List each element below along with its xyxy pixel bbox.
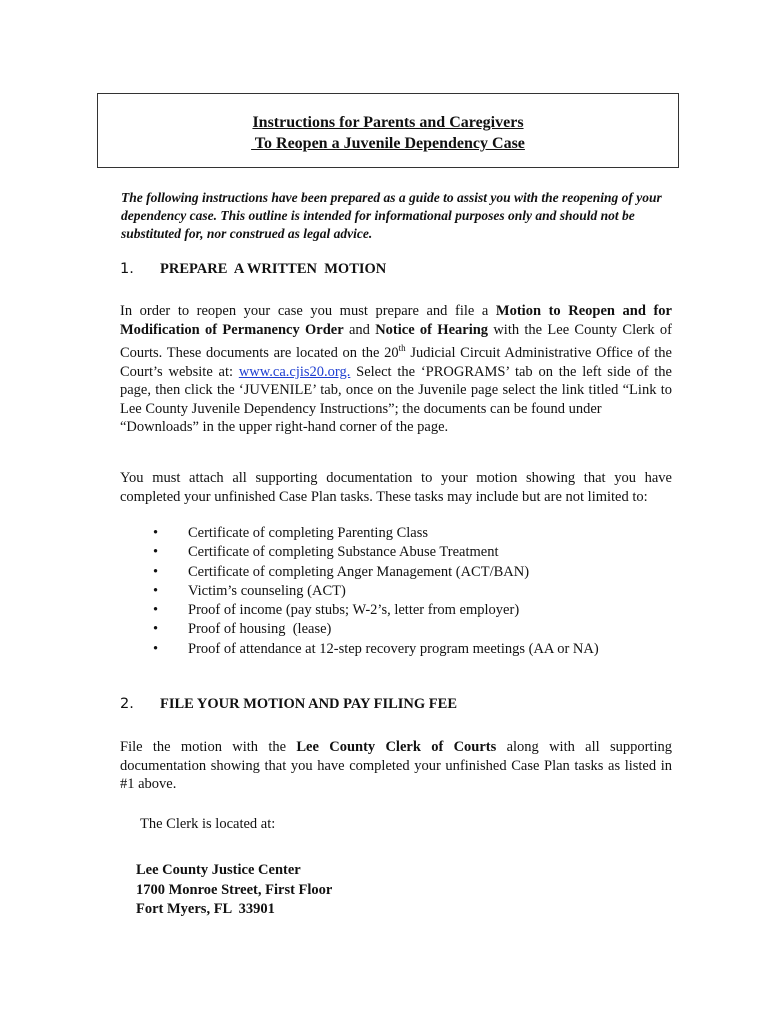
p1-text-h: “Downloads” in the upper right-hand corner of the page. (120, 419, 449, 436)
list-item-text: Victim’s counseling (ACT) (188, 582, 346, 599)
list-item-text: Certificate of completing Substance Abuse Treatment (188, 544, 499, 561)
p2-text-c: along with all supporting documentation showing that you have completed your unfinished Case Plan tasks as listed in #1 above. (120, 739, 672, 793)
section-2-heading (120, 696, 457, 713)
list-item-text: Proof of income (pay stubs; W-2’s, letter from employer) (188, 602, 520, 619)
list-item-text: Proof of attendance at 12-step recovery program meetings (AA or NA) (188, 640, 599, 657)
title-line-2: To Reopen a Juvenile Dependency Case (251, 135, 525, 152)
bullet-icon: • (153, 621, 159, 638)
section-2-number: 2. (120, 696, 134, 712)
title-box (97, 93, 679, 168)
section-1-title: PREPARE A WRITTEN MOTION (160, 261, 387, 277)
section-1-number: 1. (120, 261, 134, 277)
bullet-icon: • (153, 602, 159, 619)
address-line-3: Fort Myers, FL 33901 (136, 901, 275, 917)
bullet-icon: • (153, 544, 159, 561)
court-website-link[interactable]: www.ca.cjis20.org. (238, 363, 351, 380)
list-item (153, 601, 599, 620)
ordinal-suffix: th (398, 343, 406, 354)
p1-text-g: Select the ‘PROGRAMS’ tab on the left side of the page, then click the ‘JUVENILE’ tab, once on the Juvenile page select the link titled “Link to Lee County Juvenile Dependency Instructions”; the documents can be found under (120, 363, 672, 417)
clerk-name: Lee County Clerk of Courts (296, 739, 497, 755)
list-item (153, 524, 599, 543)
list-item (153, 582, 599, 601)
address-line-2: 1700 Monroe Street, First Floor (136, 881, 333, 898)
p1-text-c: and (343, 321, 376, 338)
list-item-text: Proof of housing (lease) (188, 621, 332, 638)
list-item-text: Certificate of completing Parenting Class (188, 525, 428, 541)
list-item (153, 563, 599, 582)
bullet-icon: • (153, 582, 159, 599)
bullet-icon: • (153, 563, 159, 580)
list-item-text: Certificate of completing Anger Management (ACT/BAN) (188, 563, 530, 580)
p1-text-f: Judicial Circuit Administrative Office of the Court’s website at: (120, 345, 672, 380)
intro-disclaimer: The following instructions have been prepared as a guide to assist you with the reopening of your dependency case. This outline is intended for informational purposes only and should not be substituted for, nor construed as legal advice. (121, 190, 662, 241)
bullet-icon: • (153, 640, 159, 657)
section-1-paragraph-1 (120, 302, 672, 437)
notice-name: Notice of Hearing (375, 321, 489, 338)
motion-name: Motion to Reopen and for Modification of Permanency Order (120, 303, 672, 338)
list-item (153, 620, 599, 639)
section-1-paragraph-2: You must attach all supporting documentation to your motion showing that you have completed your unfinished Case Plan tasks. These tasks may include but are not limited to: (120, 470, 672, 505)
title-line-1: Instructions for Parents and Caregivers (252, 114, 524, 131)
list-item (153, 543, 599, 562)
list-item (153, 640, 599, 659)
clerk-address (136, 861, 332, 920)
clerk-location-label: The Clerk is located at: (140, 816, 276, 832)
section-2-title: FILE YOUR MOTION AND PAY FILING FEE (160, 696, 458, 712)
p1-text-e: with the Lee County Clerk of Courts. These documents are located on the 20 (120, 321, 673, 362)
p2-text-a: File the motion with the (120, 739, 297, 755)
bullet-icon: • (153, 525, 159, 541)
address-line-1: Lee County Justice Center (136, 862, 301, 878)
section-1-heading (120, 261, 386, 278)
p1-text-a: In order to reopen your case you must prepare and file a (120, 303, 496, 319)
section-2-paragraph-1 (120, 738, 672, 794)
case-plan-task-list (153, 524, 599, 659)
